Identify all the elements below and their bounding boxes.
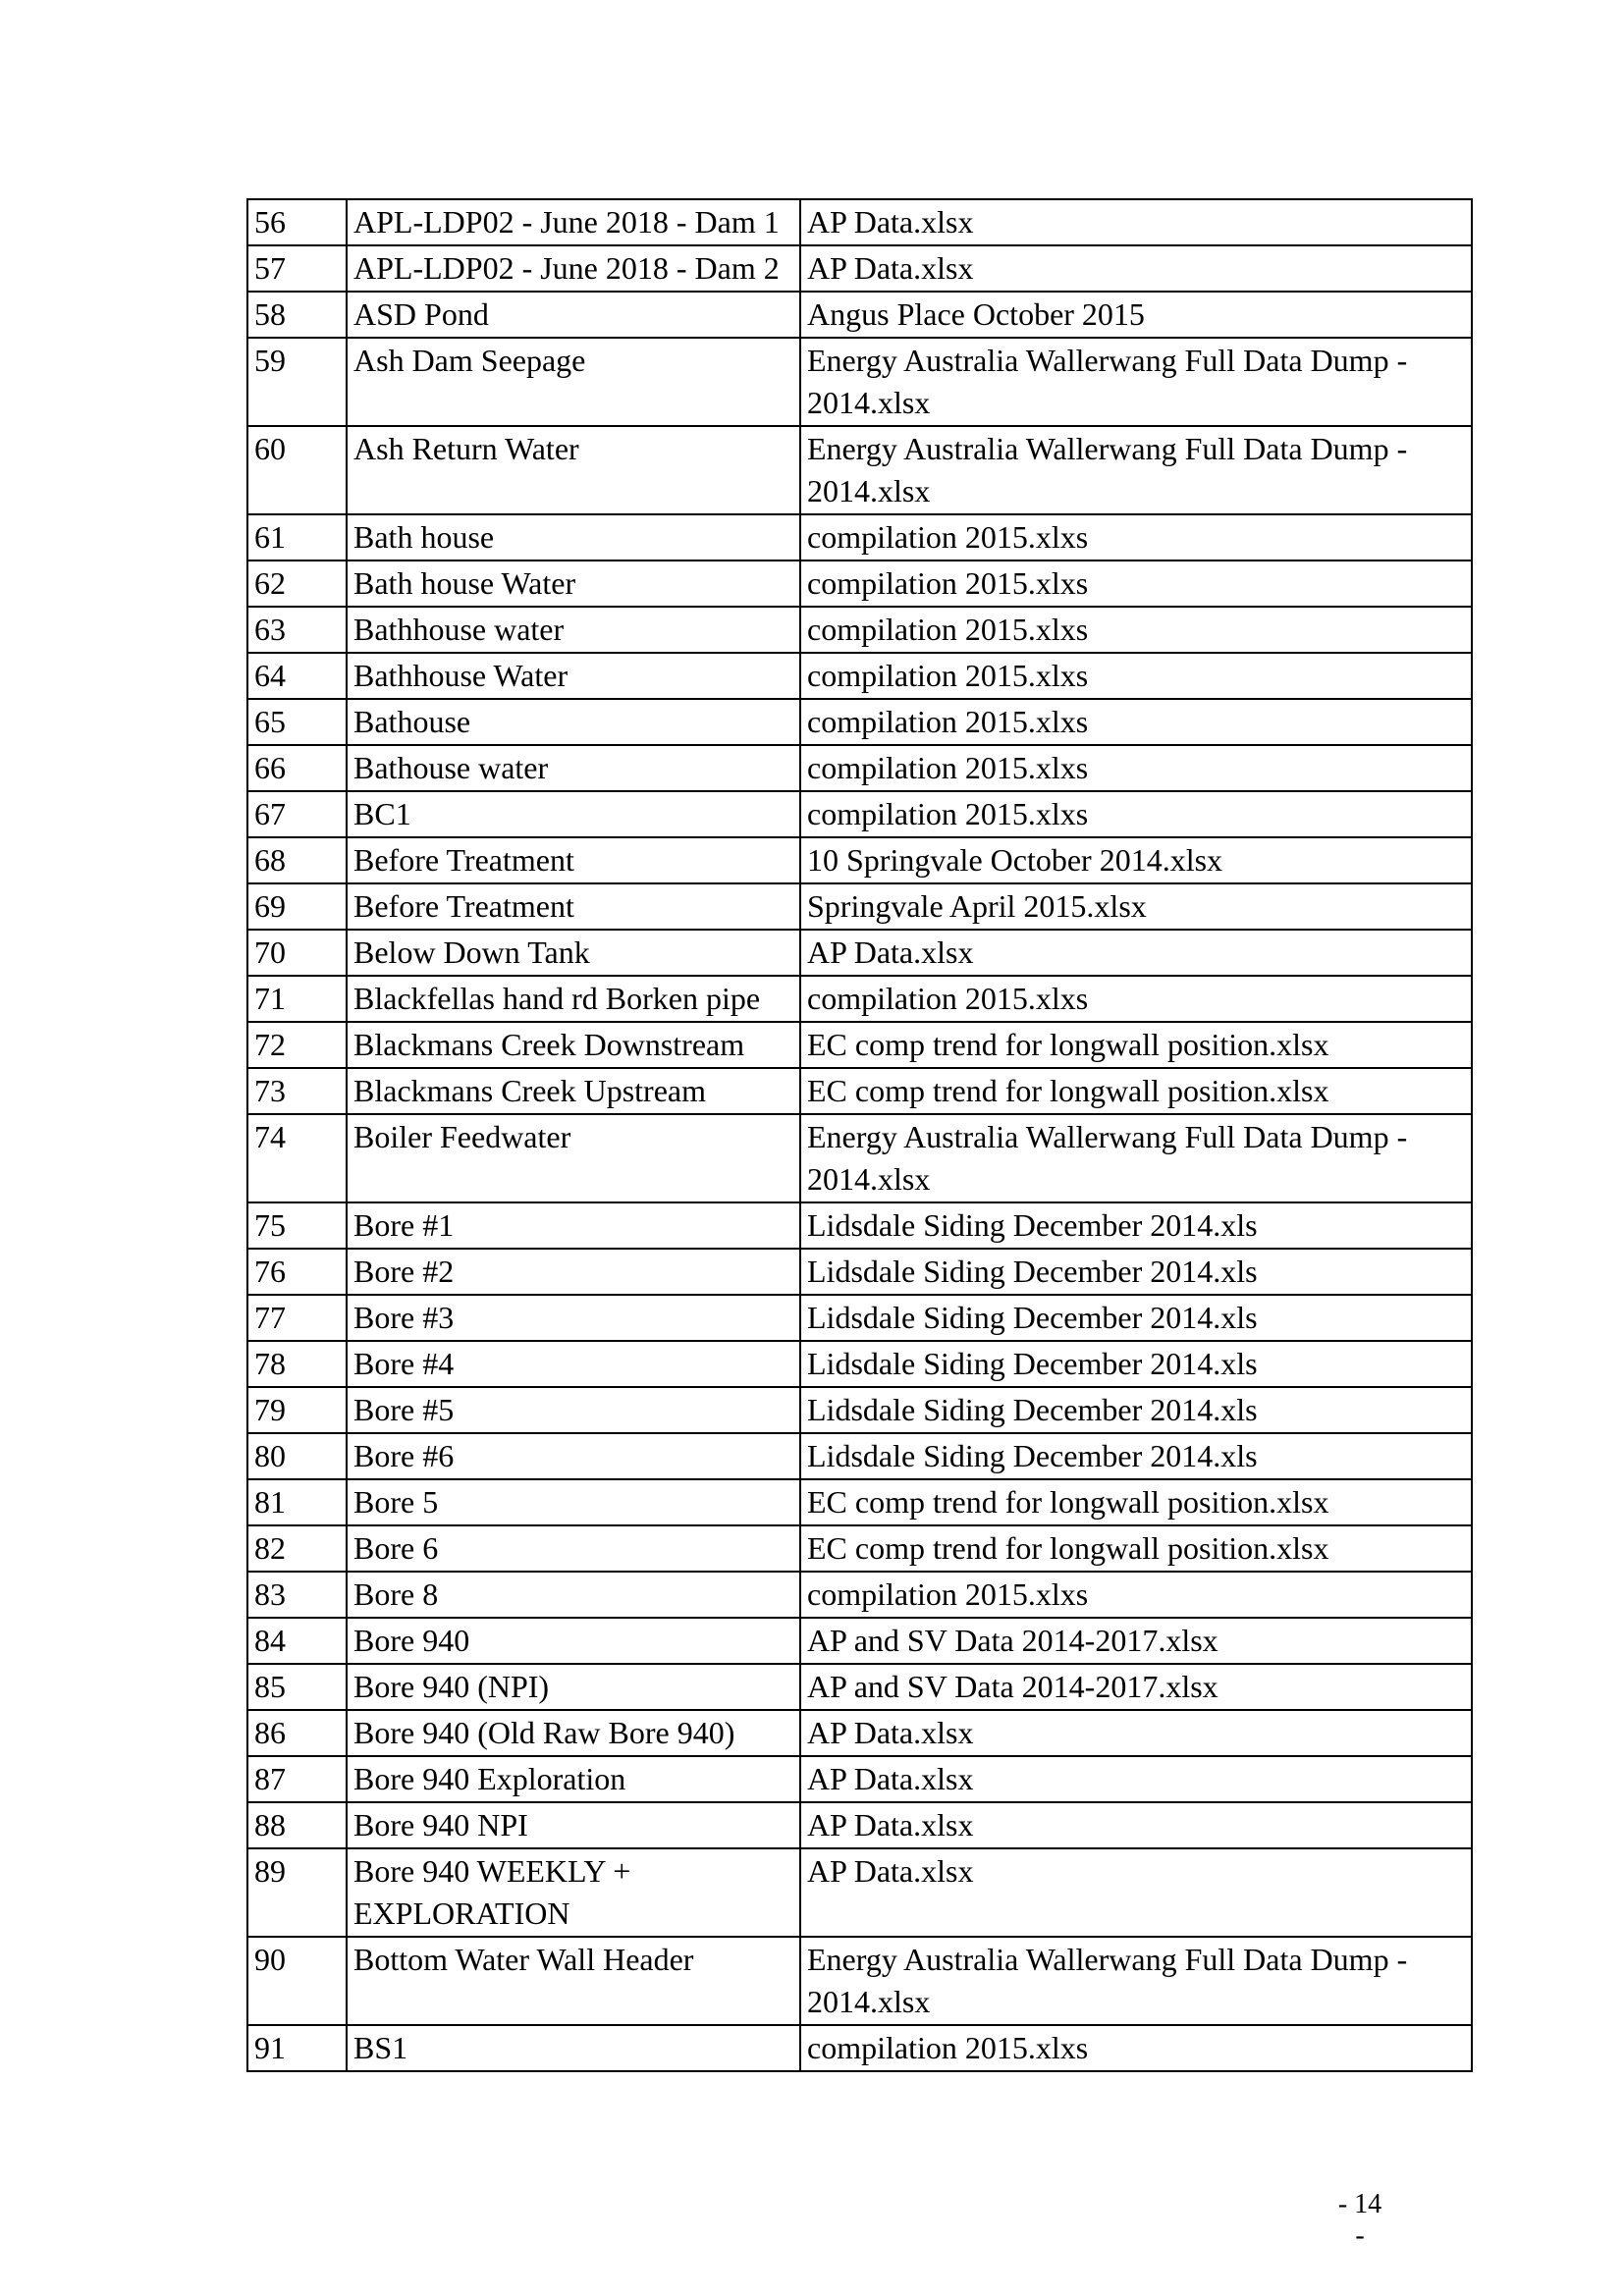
table-row bbox=[247, 883, 1472, 930]
location-name-cell: Bore #2 bbox=[347, 1249, 800, 1295]
table-row bbox=[247, 930, 1472, 976]
source-file-cell: Lidsdale Siding December 2014.xls bbox=[800, 1341, 1472, 1387]
source-file-cell: Angus Place October 2015 bbox=[800, 292, 1472, 338]
location-name-cell: Bore 940 (Old Raw Bore 940) bbox=[347, 1710, 800, 1756]
source-file-cell: Springvale April 2015.xlsx bbox=[800, 883, 1472, 930]
row-number-cell: 71 bbox=[247, 976, 347, 1022]
source-file-cell: Lidsdale Siding December 2014.xls bbox=[800, 1295, 1472, 1341]
row-number-cell: 62 bbox=[247, 561, 347, 607]
row-number-cell: 86 bbox=[247, 1710, 347, 1756]
source-file-cell: AP Data.xlsx bbox=[800, 1756, 1472, 1802]
source-file-cell: Lidsdale Siding December 2014.xls bbox=[800, 1202, 1472, 1249]
source-file-cell: EC comp trend for longwall position.xlsx bbox=[800, 1068, 1472, 1114]
table-row bbox=[247, 1068, 1472, 1114]
source-file-cell: Lidsdale Siding December 2014.xls bbox=[800, 1433, 1472, 1479]
location-name-cell: Bore 8 bbox=[347, 1572, 800, 1618]
table-row bbox=[247, 338, 1472, 426]
location-name-cell: Blackmans Creek Upstream bbox=[347, 1068, 800, 1114]
table-row bbox=[247, 426, 1472, 514]
row-number-cell: 80 bbox=[247, 1433, 347, 1479]
source-file-cell: Energy Australia Wallerwang Full Data Dump - 2014.xlsx bbox=[800, 426, 1472, 514]
location-name-cell: Boiler Feedwater bbox=[347, 1114, 800, 1202]
table-row bbox=[247, 791, 1472, 837]
page-number: - 14 - bbox=[1337, 2189, 1382, 2251]
source-file-cell: 10 Springvale October 2014.xlsx bbox=[800, 837, 1472, 883]
location-name-cell: Bore #5 bbox=[347, 1387, 800, 1433]
location-name-cell: Bathhouse water bbox=[347, 607, 800, 653]
source-file-cell: Lidsdale Siding December 2014.xls bbox=[800, 1387, 1472, 1433]
row-number-cell: 78 bbox=[247, 1341, 347, 1387]
location-name-cell: Ash Dam Seepage bbox=[347, 338, 800, 426]
source-file-cell: compilation 2015.xlxs bbox=[800, 976, 1472, 1022]
source-file-cell: compilation 2015.xlxs bbox=[800, 791, 1472, 837]
location-name-cell: Ash Return Water bbox=[347, 426, 800, 514]
source-file-cell: AP Data.xlsx bbox=[800, 930, 1472, 976]
source-file-cell: AP Data.xlsx bbox=[800, 1802, 1472, 1848]
table-row bbox=[247, 745, 1472, 791]
row-number-cell: 70 bbox=[247, 930, 347, 976]
location-name-cell: Bore 6 bbox=[347, 1525, 800, 1572]
row-number-cell: 77 bbox=[247, 1295, 347, 1341]
row-number-cell: 83 bbox=[247, 1572, 347, 1618]
location-name-cell: Bath house Water bbox=[347, 561, 800, 607]
row-number-cell: 82 bbox=[247, 1525, 347, 1572]
row-number-cell: 68 bbox=[247, 837, 347, 883]
row-number-cell: 84 bbox=[247, 1618, 347, 1664]
table-row bbox=[247, 1525, 1472, 1572]
source-file-cell: compilation 2015.xlxs bbox=[800, 607, 1472, 653]
row-number-cell: 66 bbox=[247, 745, 347, 791]
source-file-cell: Energy Australia Wallerwang Full Data Dump - 2014.xlsx bbox=[800, 1937, 1472, 2025]
table-row bbox=[247, 2025, 1472, 2071]
table-row bbox=[247, 1202, 1472, 1249]
table-row bbox=[247, 653, 1472, 699]
row-number-cell: 57 bbox=[247, 245, 347, 292]
table-row bbox=[247, 607, 1472, 653]
data-sources-table bbox=[246, 198, 1473, 2072]
location-name-cell: Bore 940 Exploration bbox=[347, 1756, 800, 1802]
table-row bbox=[247, 1937, 1472, 2025]
source-file-cell: compilation 2015.xlxs bbox=[800, 1572, 1472, 1618]
source-file-cell: AP Data.xlsx bbox=[800, 1710, 1472, 1756]
location-name-cell: Bore 5 bbox=[347, 1479, 800, 1525]
source-file-cell: EC comp trend for longwall position.xlsx bbox=[800, 1525, 1472, 1572]
row-number-cell: 91 bbox=[247, 2025, 347, 2071]
row-number-cell: 61 bbox=[247, 514, 347, 561]
source-file-cell: Energy Australia Wallerwang Full Data Dump - 2014.xlsx bbox=[800, 1114, 1472, 1202]
row-number-cell: 59 bbox=[247, 338, 347, 426]
table-row bbox=[247, 1022, 1472, 1068]
source-file-cell: AP Data.xlsx bbox=[800, 199, 1472, 245]
table-row bbox=[247, 1114, 1472, 1202]
location-name-cell: APL-LDP02 - June 2018 - Dam 2 bbox=[347, 245, 800, 292]
table-row bbox=[247, 292, 1472, 338]
table-row bbox=[247, 1572, 1472, 1618]
location-name-cell: Bore 940 NPI bbox=[347, 1802, 800, 1848]
row-number-cell: 60 bbox=[247, 426, 347, 514]
table-row bbox=[247, 837, 1472, 883]
row-number-cell: 58 bbox=[247, 292, 347, 338]
source-file-cell: AP Data.xlsx bbox=[800, 245, 1472, 292]
table-row bbox=[247, 561, 1472, 607]
table-row bbox=[247, 514, 1472, 561]
location-name-cell: Below Down Tank bbox=[347, 930, 800, 976]
source-file-cell: AP and SV Data 2014-2017.xlsx bbox=[800, 1618, 1472, 1664]
row-number-cell: 67 bbox=[247, 791, 347, 837]
source-file-cell: AP Data.xlsx bbox=[800, 1848, 1472, 1937]
location-name-cell: Bore #4 bbox=[347, 1341, 800, 1387]
location-name-cell: Bore 940 bbox=[347, 1618, 800, 1664]
row-number-cell: 81 bbox=[247, 1479, 347, 1525]
source-file-cell: EC comp trend for longwall position.xlsx bbox=[800, 1022, 1472, 1068]
row-number-cell: 65 bbox=[247, 699, 347, 745]
table-row bbox=[247, 1341, 1472, 1387]
table-row bbox=[247, 1249, 1472, 1295]
table-body bbox=[247, 199, 1472, 2071]
location-name-cell: Blackfellas hand rd Borken pipe bbox=[347, 976, 800, 1022]
table-row bbox=[247, 1295, 1472, 1341]
table-row bbox=[247, 699, 1472, 745]
source-file-cell: compilation 2015.xlxs bbox=[800, 561, 1472, 607]
source-file-cell: compilation 2015.xlxs bbox=[800, 745, 1472, 791]
row-number-cell: 79 bbox=[247, 1387, 347, 1433]
location-name-cell: Bathouse water bbox=[347, 745, 800, 791]
source-file-cell: Lidsdale Siding December 2014.xls bbox=[800, 1249, 1472, 1295]
location-name-cell: ASD Pond bbox=[347, 292, 800, 338]
row-number-cell: 76 bbox=[247, 1249, 347, 1295]
location-name-cell: Blackmans Creek Downstream bbox=[347, 1022, 800, 1068]
table-row bbox=[247, 1433, 1472, 1479]
table-row bbox=[247, 1618, 1472, 1664]
table-row bbox=[247, 1664, 1472, 1710]
row-number-cell: 75 bbox=[247, 1202, 347, 1249]
source-file-cell: compilation 2015.xlxs bbox=[800, 514, 1472, 561]
location-name-cell: Bore #3 bbox=[347, 1295, 800, 1341]
location-name-cell: Bore 940 (NPI) bbox=[347, 1664, 800, 1710]
row-number-cell: 74 bbox=[247, 1114, 347, 1202]
location-name-cell: Bore 940 WEEKLY + EXPLORATION bbox=[347, 1848, 800, 1937]
source-file-cell: compilation 2015.xlxs bbox=[800, 2025, 1472, 2071]
source-file-cell: AP and SV Data 2014-2017.xlsx bbox=[800, 1664, 1472, 1710]
table-row bbox=[247, 1802, 1472, 1848]
row-number-cell: 69 bbox=[247, 883, 347, 930]
row-number-cell: 64 bbox=[247, 653, 347, 699]
row-number-cell: 87 bbox=[247, 1756, 347, 1802]
row-number-cell: 89 bbox=[247, 1848, 347, 1937]
table-row bbox=[247, 1756, 1472, 1802]
row-number-cell: 88 bbox=[247, 1802, 347, 1848]
location-name-cell: Bore #6 bbox=[347, 1433, 800, 1479]
table-row bbox=[247, 1479, 1472, 1525]
row-number-cell: 56 bbox=[247, 199, 347, 245]
location-name-cell: Before Treatment bbox=[347, 883, 800, 930]
source-file-cell: compilation 2015.xlxs bbox=[800, 653, 1472, 699]
row-number-cell: 85 bbox=[247, 1664, 347, 1710]
source-file-cell: EC comp trend for longwall position.xlsx bbox=[800, 1479, 1472, 1525]
row-number-cell: 63 bbox=[247, 607, 347, 653]
row-number-cell: 73 bbox=[247, 1068, 347, 1114]
table-row bbox=[247, 245, 1472, 292]
source-file-cell: Energy Australia Wallerwang Full Data Dump - 2014.xlsx bbox=[800, 338, 1472, 426]
location-name-cell: Bore #1 bbox=[347, 1202, 800, 1249]
table-row bbox=[247, 1848, 1472, 1937]
table-row bbox=[247, 1710, 1472, 1756]
table-row bbox=[247, 976, 1472, 1022]
location-name-cell: Before Treatment bbox=[347, 837, 800, 883]
source-file-cell: compilation 2015.xlxs bbox=[800, 699, 1472, 745]
location-name-cell: BS1 bbox=[347, 2025, 800, 2071]
row-number-cell: 90 bbox=[247, 1937, 347, 2025]
location-name-cell: Bathouse bbox=[347, 699, 800, 745]
table-row bbox=[247, 1387, 1472, 1433]
location-name-cell: Bottom Water Wall Header bbox=[347, 1937, 800, 2025]
table-row bbox=[247, 199, 1472, 245]
location-name-cell: Bath house bbox=[347, 514, 800, 561]
location-name-cell: APL-LDP02 - June 2018 - Dam 1 bbox=[347, 199, 800, 245]
location-name-cell: BC1 bbox=[347, 791, 800, 837]
location-name-cell: Bathhouse Water bbox=[347, 653, 800, 699]
row-number-cell: 72 bbox=[247, 1022, 347, 1068]
